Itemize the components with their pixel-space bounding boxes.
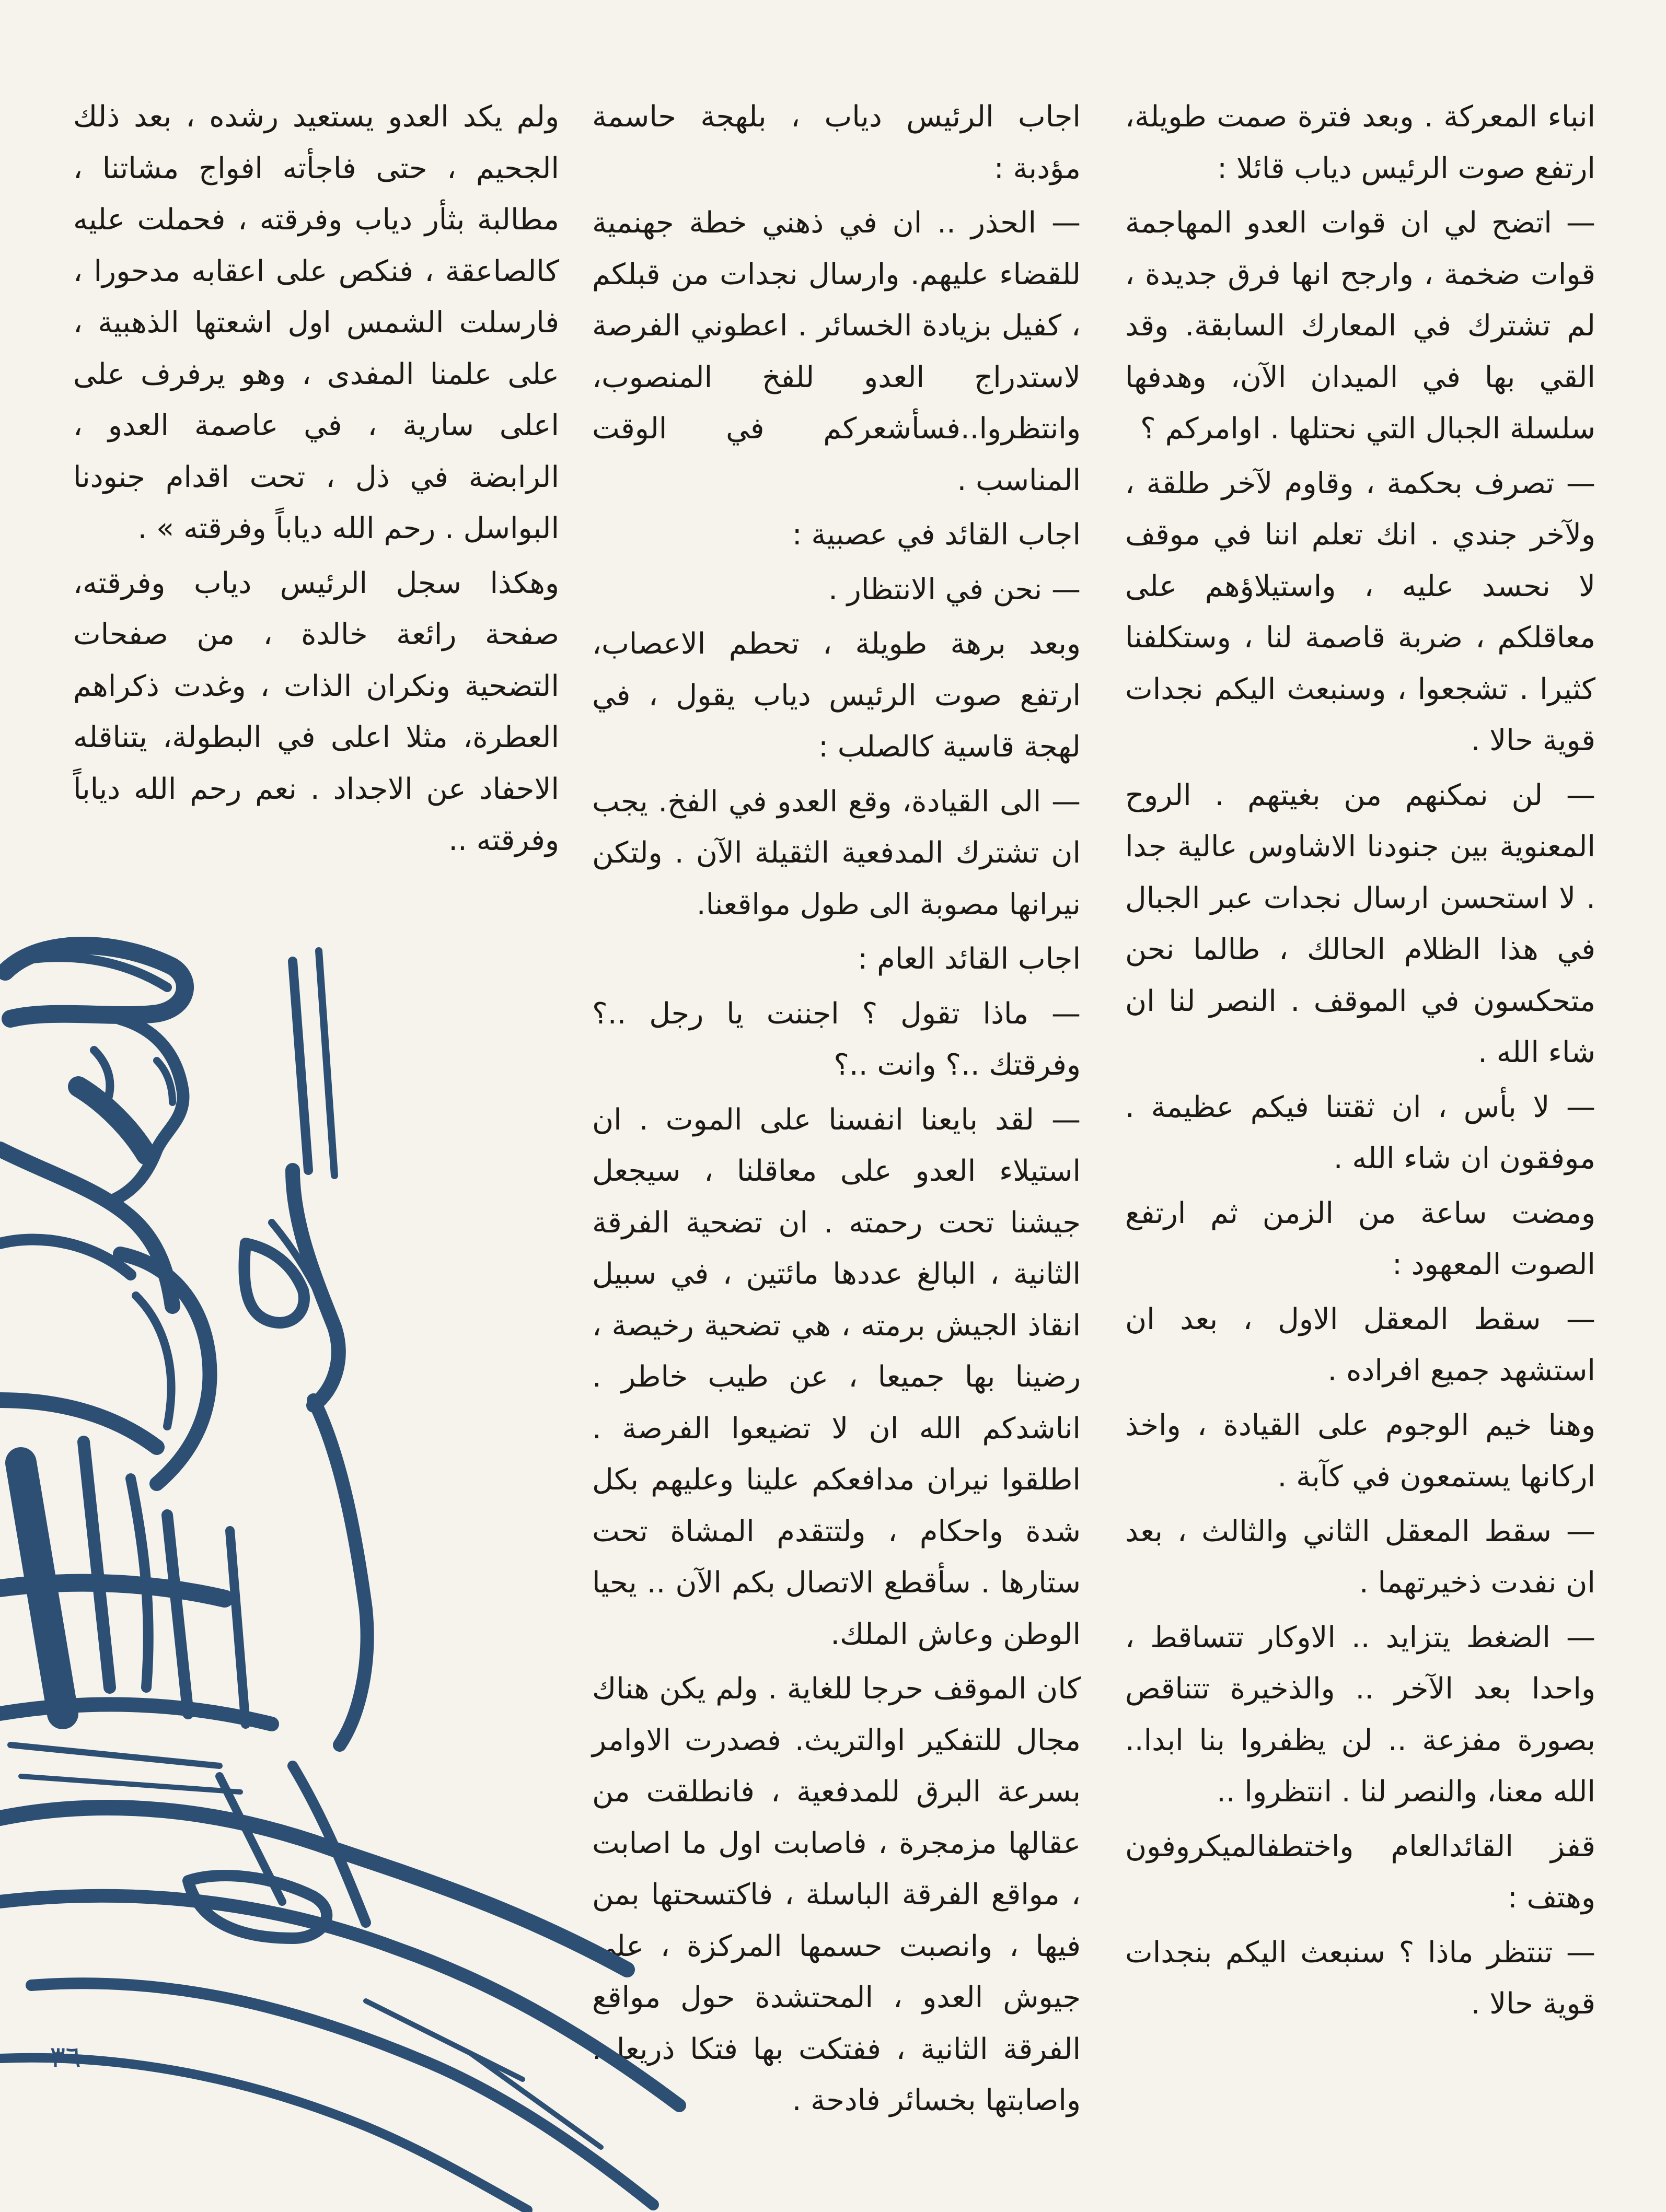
paragraph: انباء المعركة . وبعد فترة صمت طويلة، ارتفع صوت الرئيس دياب قائلا :	[1125, 100, 1595, 185]
paragraph: — لقد بايعنا انفسنا على الموت . ان استيلاء العدو على معاقلنا ، سيجعل جيشنا تحت رحمته . ان تضحية الفرقة الثانية ، البالغ عددها مائتين ، في سبيل انقاذ الجيش برمته ، هي تضحية رخيصة ، رضينا بها جميعا ، عن طيب خاطر . اناشدكم الله ان لا تضيعوا الفرصة . اطلقوا نيران مدافعكم علينا وعليهم بكل شدة واحكام ، ولتتقدم المشاة تحت ستارها . سأقطع الاتصال بكم الآن .. يحيا الوطن وعاش الملك.	[592, 1102, 1081, 1651]
paragraph: وهنا خيم الوجوم على القيادة ، واخذ اركانها يستمعون في كآبة .	[1125, 1408, 1595, 1494]
paragraph: — نحن في الانتظار .	[828, 572, 1081, 607]
paragraph: — سقط المعقل الثاني والثالث ، بعد ان نفدت ذخيرتهما .	[1125, 1514, 1595, 1600]
paragraph: — سقط المعقل الاول ، بعد ان استشهد جميع افراده .	[1125, 1302, 1595, 1388]
paragraph: وبعد برهة طويلة ، تحطم الاعصاب، ارتفع صوت الرئيس دياب يقول ، في لهجة قاسية كالصلب :	[592, 627, 1081, 764]
paragraph: اجاب القائد العام :	[858, 942, 1081, 976]
soldier-sketch-illustration	[0, 930, 763, 2212]
paragraph: ولم يكد العدو يستعيد رشده ، بعد ذلك الجحيم ، حتى فاجأته افواج مشاتنا ، مطالبة بثأر دياب وفرقته ، فحملت عليه كالصاعقة ، فنكص على اعقابه مدحورا ، فارسلت الشمس اول اشعتها الذهبية ، على علمنا المفدى ، وهو يرفرف على اعلى سارية ، في عاصمة العدو ، الرابضة في ذل ، تحت اقدام جنودنا البواسل . رحم الله دياباً وفرقته » .	[73, 100, 559, 545]
paragraph: ومضت ساعة من الزمن ثم ارتفع الصوت المعهود :	[1125, 1196, 1595, 1282]
paragraph: — الضغط يتزايد .. الاوكار تتساقط ، واحدا بعد الآخر .. والذخيرة تتناقص بصورة مفزعة .. لن يظفروا بنا ابدا.. الله معنا، والنصر لنا . انتظروا ..	[1125, 1620, 1595, 1809]
paragraph: — الى القيادة، وقع العدو في الفخ. يجب ان تشترك المدفعية الثقيلة الآن . ولتكن نيرانها مصوبة الى طول مواقعنا.	[592, 784, 1081, 922]
paragraph: اجاب الرئيس دياب ، بلهجة حاسمة مؤدبة :	[592, 100, 1081, 185]
text-column-right	[1125, 91, 1595, 2030]
paragraph: قفز القائدالعام واختطفالميكروفون وهتف :	[1125, 1829, 1595, 1915]
page-number: ٣٦	[50, 2040, 82, 2074]
text-column-left	[73, 91, 559, 867]
paragraph: كان الموقف حرجا للغاية . ولم يكن هناك مجال للتفكير اوالتريث. فصدرت الاوامر بسرعة البرق للمدفعية ، فانطلقت من عقالها مزمجرة ، فاصابت اول ما اصابت ، مواقع الفرقة الباسلة ، فاكتسحتها بمن فيها ، وانصبت حسمها المركزة ، على جيوش العدو ، المحتشدة حول مواقع الفرقة الثانية ، ففتكت بها فتكا ذريعا ، واصابتها بخسائر فادحة .	[592, 1672, 1081, 2117]
paragraph: — تصرف بحكمة ، وقاوم لآخر طلقة ، ولآخر جندي . انك تعلم اننا في موقف لا نحسد عليه ، واستيلاؤهم على معاقلكم ، ضربة قاصمة لنا ، وستكلفنا كثيرا . تشجعوا ، وسنبعث اليكم نجدات قوية حالا .	[1125, 466, 1595, 758]
paragraph: — لا بأس ، ان ثقتنا فيكم عظيمة . موفقون ان شاء الله .	[1125, 1090, 1595, 1175]
paragraph: — تنتظر ماذا ؟ سنبعث اليكم بنجدات قوية حالا .	[1125, 1935, 1595, 2021]
paragraph: اجاب القائد في عصبية :	[792, 518, 1081, 552]
paragraph: — الحذر .. ان في ذهني خطة جهنمية للقضاء عليهم. وارسال نجدات من قبلكم ، كفيل بزيادة الخسائر . اعطوني الفرصة لاستدراج العدو للفخ المنصوب، وانتظروا..فسأشعركم في الوقت المناسب .	[592, 206, 1081, 497]
paragraph: — اتضح لي ان قوات العدو المهاجمة قوات ضخمة ، وارجح انها فرق جديدة ، لم تشترك في المعارك السابقة. وقد القي بها في الميدان الآن، وهدفها سلسلة الجبال التي نحتلها . اوامركم ؟	[1125, 206, 1595, 446]
paragraph: — ماذا تقول ؟ اجننت يا رجل ..؟ وفرقتك ..؟ وانت ..؟	[592, 996, 1081, 1082]
paragraph: — لن نمكنهم من بغيتهم . الروح المعنوية بين جنودنا الاشاوس عالية جدا . لا استحسن ارسال نجدات عبر الجبال في هذا الظلام الحالك ، طالما نحن متحكسون في الموقف . النصر لنا ان شاء الله .	[1125, 778, 1595, 1069]
paragraph: وهكذا سجل الرئيس دياب وفرقته، صفحة رائعة خالدة ، من صفحات التضحية ونكران الذات ، وغدت ذكراهم العطرة، مثلا اعلى في البطولة، يتناقله الاحفاد عن الاجداد . نعم رحم الله دياباً وفرقته ..	[73, 566, 559, 857]
